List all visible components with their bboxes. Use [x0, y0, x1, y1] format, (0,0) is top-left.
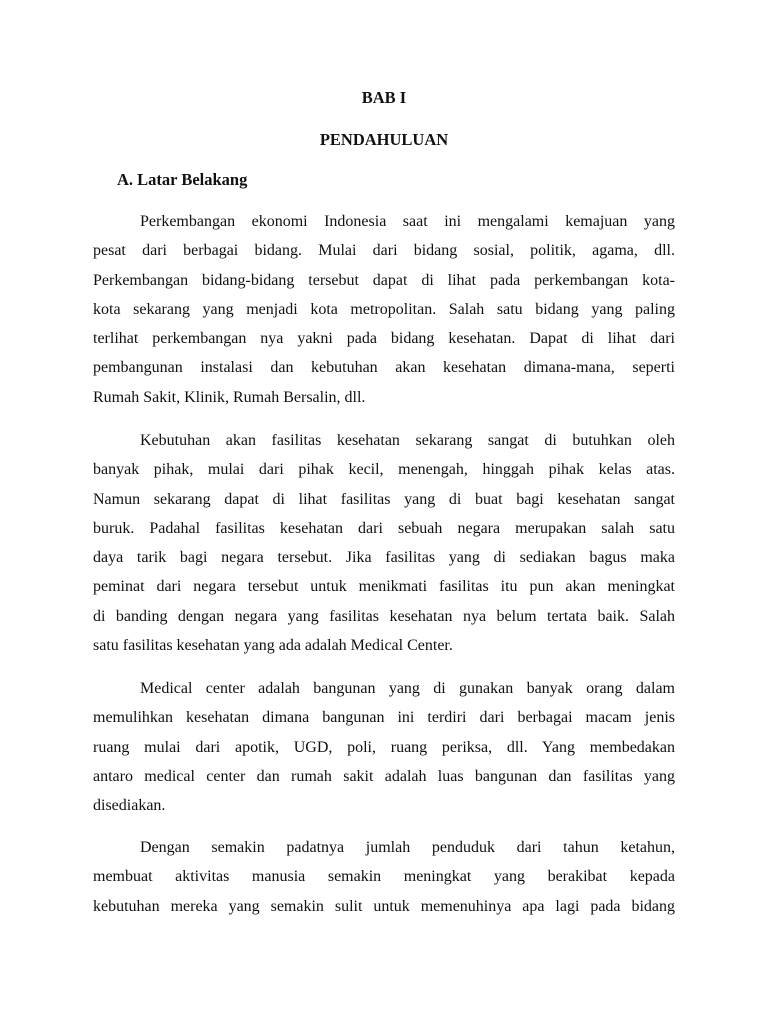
paragraph-line: memulihkan kesehatan dimana bangunan ini terdiri dari berbagai macam jenis [93, 709, 675, 727]
chapter-heading: BAB I [361, 88, 407, 107]
paragraph-line: pesat dari berbagai bidang. Mulai dari bidang sosial, politik, agama, dll. [93, 242, 675, 260]
paragraph-line: peminat dari negara tersebut untuk menikmati fasilitas itu pun akan meningkat [93, 578, 675, 596]
paragraph-line: pembangunan instalasi dan kebutuhan akan kesehatan dimana-mana, seperti [93, 359, 675, 377]
paragraph-line: satu fasilitas kesehatan yang ada adalah Medical Center. [93, 637, 453, 655]
paragraph-line: Rumah Sakit, Klinik, Rumah Bersalin, dll. [93, 388, 366, 406]
section-title: A. Latar Belakang [117, 170, 248, 189]
paragraph-line: Namun sekarang dapat di lihat fasilitas yang di buat bagi kesehatan sangat [93, 490, 675, 508]
paragraph-line: ruang mulai dari apotik, UGD, poli, ruang periksa, dll. Yang membedakan [93, 738, 675, 756]
paragraph-line: kebutuhan mereka yang semakin sulit untuk memenuhinya apa lagi pada bidang [93, 897, 675, 915]
paragraph-4 [93, 833, 675, 921]
paragraph-1 [93, 207, 675, 412]
paragraph-line: Dengan semakin padatnya jumlah penduduk dari tahun ketahun, [140, 839, 675, 856]
paragraph-2 [93, 426, 675, 660]
paragraph-line: membuat aktivitas manusia semakin meningkat yang berakibat kepada [93, 868, 675, 886]
paragraph-line: Perkembangan ekonomi Indonesia saat ini mengalami kemajuan yang [140, 213, 675, 230]
paragraph-line: antaro medical center dan rumah sakit adalah luas bangunan dan fasilitas yang [93, 767, 675, 785]
paragraph-line: banyak pihak, mulai dari pihak kecil, menengah, hinggah pihak kelas atas. [93, 461, 675, 479]
paragraph-line: terlihat perkembangan nya yakni pada bidang kesehatan. Dapat di lihat dari [93, 330, 675, 348]
paragraph-3 [93, 674, 675, 820]
paragraph-line: Perkembangan bidang-bidang tersebut dapat di lihat pada perkembangan kota- [93, 271, 675, 289]
paragraph-line: Kebutuhan akan fasilitas kesehatan sekarang sangat di butuhkan oleh [140, 432, 675, 449]
paragraph-line: buruk. Padahal fasilitas kesehatan dari sebuah negara merupakan salah satu [93, 519, 675, 537]
paragraph-line: di banding dengan negara yang fasilitas kesehatan nya belum tertata baik. Salah [93, 607, 675, 625]
paragraph-line: disediakan. [93, 797, 166, 815]
paragraph-line: Medical center adalah bangunan yang di gunakan banyak orang dalam [140, 680, 675, 697]
paragraph-line: daya tarik bagi negara tersebut. Jika fasilitas yang di sediakan bagus maka [93, 549, 675, 567]
chapter-title: PENDAHULUAN [319, 130, 449, 149]
paragraph-line: kota sekarang yang menjadi kota metropolitan. Salah satu bidang yang paling [93, 300, 675, 318]
